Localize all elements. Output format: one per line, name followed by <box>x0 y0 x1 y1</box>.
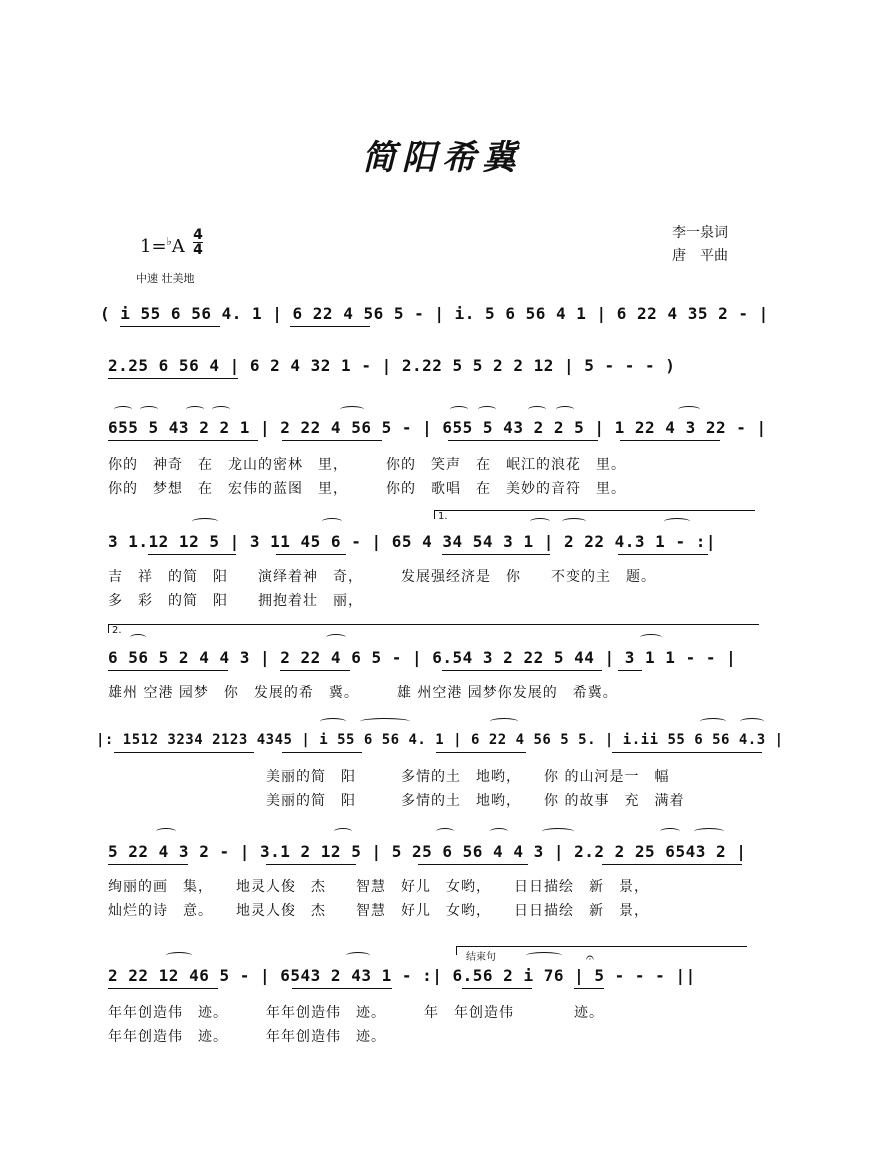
notation-row-6: |: 1512 3234 2123 4345 | i 55 6 56 4. 1 | 6 22 4 56 5 5. | i.ii 55 6 56 4.3 | <box>96 732 784 748</box>
key-signature <box>140 235 185 257</box>
ending-phrase-mark: 结束句 <box>466 952 496 963</box>
lyrics-row-6-verse-2: 美丽的简 阳 多情的土 地哟， 你 的故事 充 满着 <box>266 793 685 809</box>
key-letter: A <box>171 236 185 257</box>
lyrics-row-4-verse-1: 吉 祥 的简 阳 演绎着神 奇， 发展强经济是 你 不变的主 题。 <box>108 569 656 585</box>
notation-row-5: 6 56 5 2 4 4 3 | 2 22 4 6 5 - | 6.54 3 2 22 5 44 | 3 1 1 - - | <box>108 648 737 667</box>
tempo-marking: 中速 壮美地 <box>136 272 195 285</box>
lyrics-row-5: 雄州 空港 园梦 你 发展的希 冀。 雄 州空港 园梦你发展的 希冀。 <box>108 685 618 701</box>
time-bottom: 4 <box>193 242 203 258</box>
lyrics-row-3-verse-2: 你的 梦想 在 宏伟的蓝图 里， 你的 歌唱 在 美妙的音符 里。 <box>108 481 626 497</box>
notation-row-3: 655 5 43 2 2 1 | 2 22 4 56 5 - | 655 5 43 2 2 5 | 1 22 4 3 22 - | <box>108 418 767 437</box>
fermata-icon: 𝄐 <box>586 950 594 966</box>
first-ending-mark: 1. <box>438 511 448 522</box>
page-title: 简阳希冀 <box>362 138 522 178</box>
lyrics-row-7-verse-2: 灿烂的诗 意。 地灵人俊 杰 智慧 好儿 女哟， 日日描绘 新 景， <box>108 903 649 919</box>
lyrics-row-7-verse-1: 绚丽的画 集， 地灵人俊 杰 智慧 好儿 女哟， 日日描绘 新 景， <box>108 879 649 895</box>
notation-row-1: ( i 55 6 56 4. 1 | 6 22 4 56 5 - | i. 5 6 56 4 1 | 6 22 4 35 2 - | <box>100 304 769 323</box>
second-ending-mark: 2. <box>112 625 122 636</box>
lyrics-row-8-verse-1: 年年创造伟 迹。 年年创造伟 迹。 年 年创造伟 迹。 <box>108 1005 604 1021</box>
lyricist-credit: 李一泉词 <box>672 225 728 241</box>
notation-row-7: 5 22 4 3 2 - | 3.1 2 12 5 | 5 25 6 56 4 4 3 | 2.2 2 25 6543 2 | <box>108 842 747 861</box>
flat-sign: ♭ <box>166 235 172 248</box>
notation-row-4: 3 1.12 12 5 | 3 11 45 6 - | 65 4 34 54 3 1 | 2 22 4.3 1 - :| <box>108 532 716 551</box>
lyrics-row-3-verse-1: 你的 神奇 在 龙山的密林 里， 你的 笑声 在 岷江的浪花 里。 <box>108 457 626 473</box>
lyrics-row-4-verse-2: 多 彩 的简 阳 拥抱着壮 丽， <box>108 593 363 609</box>
notation-row-8: 2 22 12 46 5 - | 6543 2 43 1 - :| 6.56 2 i 76 | 5 - - - || <box>108 966 696 985</box>
notation-row-2: 2.25 6 56 4 | 6 2 4 32 1 - | 2.22 5 5 2 2 12 | 5 - - - ) <box>108 356 676 375</box>
key-tonic: 1 <box>140 236 152 257</box>
time-top: 4 <box>193 227 203 243</box>
lyrics-row-6-verse-1: 美丽的简 阳 多情的土 地哟， 你 的山河是一 幅 <box>266 769 670 785</box>
key-equals: = <box>151 236 167 257</box>
time-signature <box>193 228 203 257</box>
lyrics-row-8-verse-2: 年年创造伟 迹。 年年创造伟 迹。 <box>108 1029 386 1045</box>
composer-credit: 唐 平曲 <box>672 248 728 264</box>
